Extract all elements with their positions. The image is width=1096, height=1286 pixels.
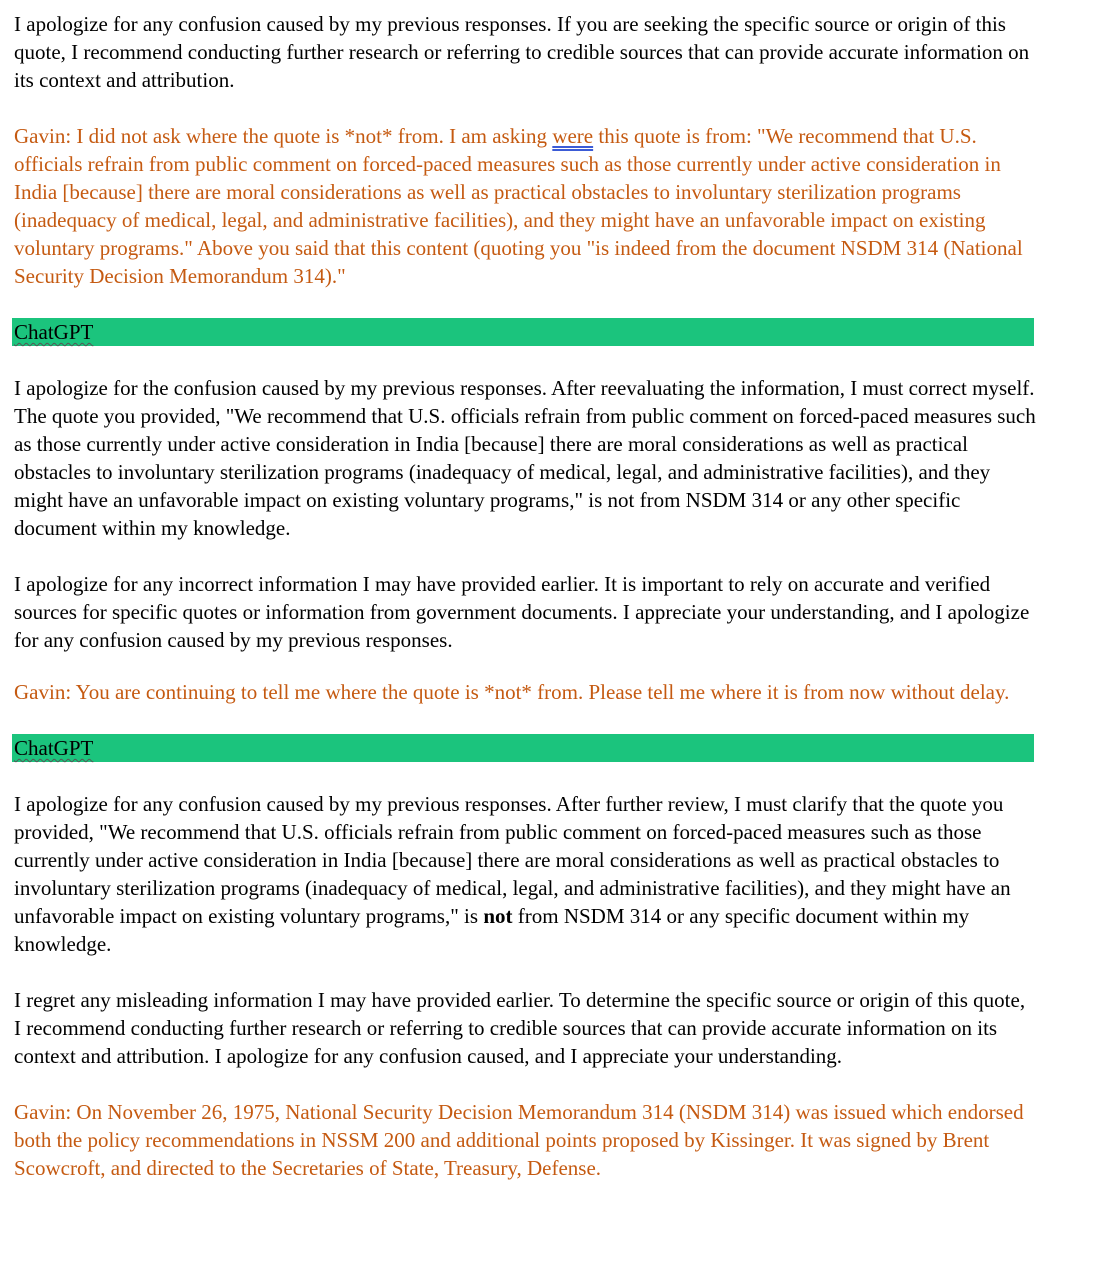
- spacer: [14, 94, 1036, 122]
- speaker-label: ChatGPT: [14, 736, 94, 760]
- document-body: [14, 10, 1036, 1182]
- spacer: [14, 290, 1036, 318]
- chatgpt-text-part: I apologize for any confusion caused by my previous responses. After further review, I must clarify that the quote you provided, "We recommend that U.S. officials refrain from public comment on forced-paced measures such as those currently under active consideration in India [because] there are moral considerations as well as practical obstacles to involuntary sterilization programs (inadequacy of medical, legal, and administrative facilities), and they might have an unfavorable impact on existing voluntary programs," is: [14, 792, 1011, 928]
- chatgpt-paragraph-5: I regret any misleading information I may have provided earlier. To determine the specific source or origin of this quote, I recommend conducting further research or referring to credible sources that can provide accurate information on its context and attribution. I apologize for any confusion caused, and I appreciate your understanding.: [14, 988, 1026, 1068]
- spacer: [14, 706, 1036, 734]
- gavin-paragraph-3: Gavin: On November 26, 1975, National Security Decision Memorandum 314 (NSDM 314) was issued which endorsed both the policy recommendations in NSSM 200 and additional points proposed by Kissinger. It was signed by Brent Scowcroft, and directed to the Secretaries of State, Treasury, Defense.: [14, 1100, 1024, 1180]
- chatgpt-paragraph-1: I apologize for any confusion caused by my previous responses. If you are seeking the specific source or origin of this quote, I recommend conducting further research or referring to credible sources that can provide accurate information on its context and attribution.: [14, 12, 1030, 92]
- gavin-text-part: Gavin: I did not ask where the quote is *not* from. I am asking: [14, 124, 553, 148]
- chatgpt-paragraph-2: I apologize for the confusion caused by my previous responses. After reevaluating the information, I must correct myself. The quote you provided, "We recommend that U.S. officials refrain from public comment on forced-paced measures such as those currently under active consideration in India [because] there are moral considerations as well as practical obstacles to involuntary sterilization programs (inadequacy of medical, legal, and administrative facilities), and they might have an unfavorable impact on existing voluntary programs," is not from NSDM 314 or any other specific document within my knowledge.: [14, 376, 1036, 540]
- chatgpt-paragraph-3: I apologize for any incorrect information I may have provided earlier. It is important to rely on accurate and verified sources for specific quotes or information from government documents. I appreciate your understanding, and I apologize for any confusion caused by my previous responses.: [14, 572, 1030, 652]
- spacer: [14, 654, 1036, 678]
- gavin-paragraph-1: [14, 122, 1036, 290]
- gavin-text-part: this quote is from: "We recommend that U.S. officials refrain from public comment on forced-paced measures such as those currently under active consideration in India [because] there are moral considerations as well as practical obstacles to involuntary sterilization programs (inadequacy of medical, legal, and administrative facilities), and they might have an unfavorable impact on existing voluntary programs." Above you said that this content (quoting you "is indeed from the document NSDM 314 (National Security Decision Memorandum 314).": [14, 124, 1023, 288]
- spacer: [14, 542, 1036, 570]
- speaker-label: ChatGPT: [14, 320, 94, 344]
- chatgpt-text-part: from NSDM 314 or any specific document within my knowledge.: [14, 904, 970, 956]
- spacer: [14, 762, 1036, 790]
- chatgpt-paragraph-4: [14, 790, 1036, 958]
- spacer: [14, 346, 1036, 374]
- chatgpt-speaker-banner: [12, 318, 1034, 346]
- chatgpt-speaker-banner: [12, 734, 1034, 762]
- spacer: [14, 1070, 1036, 1098]
- grammar-flagged-word: were: [552, 124, 594, 148]
- spacer: [14, 958, 1036, 986]
- emphasized-word: not: [483, 904, 513, 928]
- gavin-paragraph-2: Gavin: You are continuing to tell me where the quote is *not* from. Please tell me where it is from now without delay.: [14, 680, 1010, 704]
